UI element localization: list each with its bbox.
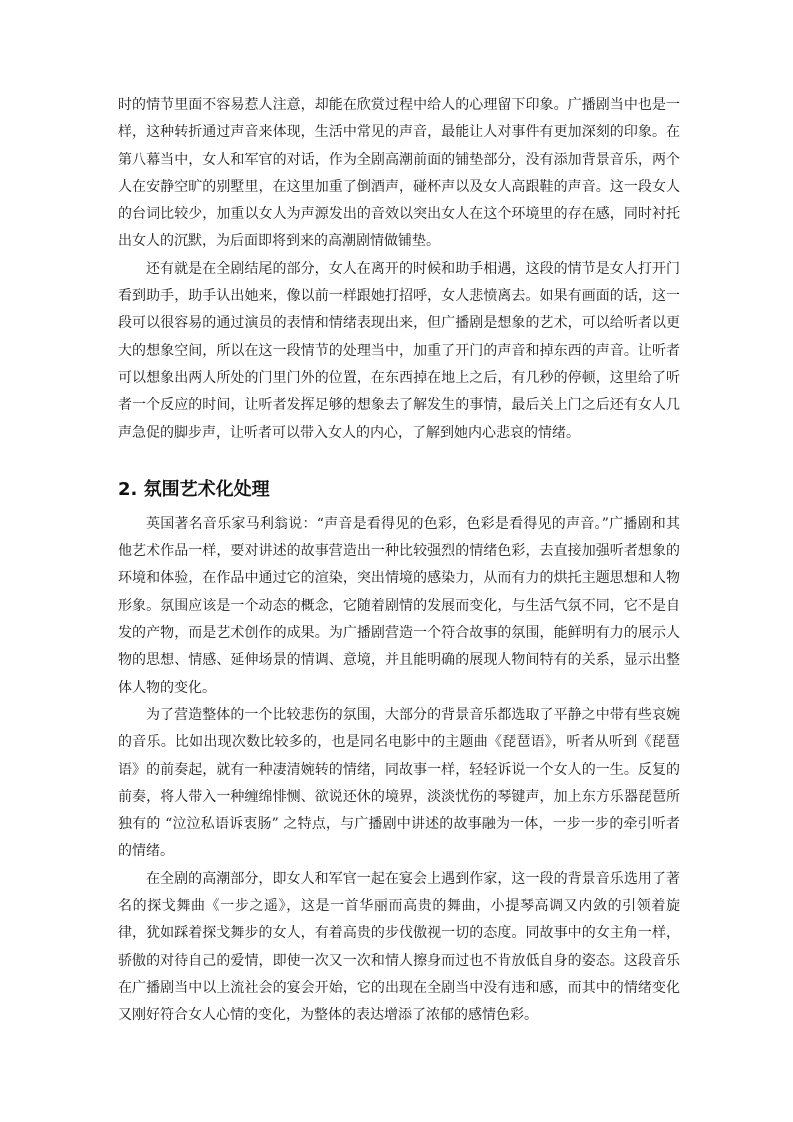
paragraph-ending-scene: 还有就是在全剧结尾的部分，女人在离开的时候和助手相遇，这段的情节是女人打开门看到助手，助手认出她来，像以前一样跟她打招呼，女人悲愤离去。如果有画面的话，这一段可以很容易的通过演员的表情和情绪表现出来，但广播剧是想象的艺术，可以给听者以更大的想象空间，所以在这一段情节的处理当中，加重了开门的声音和掉东西的声音。让听者可以想象出两人所处的门里门外的位置，在东西掉在地上之后，有几秒的停顿，这里给了听者一个反应的时间，让听者发挥足够的想象去了解发生的事情，最后关上门之后还有女人几声急促的脚步声，让听者可以带入女人的内心，了解到她内心悲哀的情绪。 xyxy=(118,260,680,441)
document-page xyxy=(118,92,680,1030)
paragraph-atmosphere-intro: 英国著名音乐家马利翁说：“声音是看得见的色彩，色彩是看得见的声音。”广播剧和其他艺术作品一样，要对讲述的故事营造出一种比较强烈的情绪色彩，去直接加强听者想象的环境和体验，在作品中通过它的渲染，突出情境的感染力，从而有力的烘托主题思想和人物形象。氛围应该是一个动态的概念，它随着剧情的发展而变化，与生活气氛不同，它不是自发的产物，而是艺术创作的成果。为广播剧营造一个符合故事的氛围，能鲜明有力的展示人物的思想、情感、延伸场景的情调、意境，并且能明确的展现人物间特有的关系，显示出整体人物的变化。 xyxy=(118,515,680,696)
paragraph-background-music: 为了营造整体的一个比较悲伤的氛围，大部分的背景音乐都选取了平静之中带有些哀婉的音乐。比如出现次数比较多的，也是同名电影中的主题曲《琵琶语》，听者从听到《琵琶语》的前奏起，就有一种凄清婉转的情绪，同故事一样，轻轻诉说一个女人的一生。反复的前奏，将人带入一种缠绵悱恻、欲说还休的境界，淡淡忧伤的琴键声，加上东方乐器琵琶所独有的 “泣泣私语诉衷肠” 之特点，与广播剧中讲述的故事融为一体，一步一步的牵引听者的情绪。 xyxy=(118,706,680,860)
paragraph-continued: 时的情节里面不容易惹人注意，却能在欣赏过程中给人的心理留下印象。广播剧当中也是一样，这种转折通过声音来体现，生活中常见的声音，最能让人对事件有更加深刻的印象。在第八幕当中，女人和军官的对话，作为全剧高潮前面的铺垫部分，没有添加背景音乐，两个人在安静空旷的别墅里，在这里加重了倒酒声，碰杯声以及女人高跟鞋的声音。这一段女人的台词比较少，加重以女人为声源发出的音效以突出女人在这个环境里的存在感，同时衬托出女人的沉默，为后面即将到来的高潮剧情做铺垫。 xyxy=(118,97,680,250)
paragraph-climax-music: 在全剧的高潮部分，即女人和军官一起在宴会上遇到作家，这一段的背景音乐选用了著名的探戈舞曲《一步之遥》，这是一首华丽而高贵的舞曲，小提琴高调又内敛的引领着旋律，犹如踩着探戈舞步的女人，有着高贵的步伐傲视一切的态度。同故事中的女主角一样，骄傲的对待自己的爱情，即使一次又一次和情人擦身而过也不肯放低自身的姿态。这段音乐在广播剧当中以上流社会的宴会开始，它的出现在全剧当中没有违和感，而其中的情绪变化又刚好符合女人心情的变化，为整体的表达增添了浓郁的感情色彩。 xyxy=(118,870,680,1024)
section-heading: 2. 氛围艺术化处理 xyxy=(118,478,270,500)
